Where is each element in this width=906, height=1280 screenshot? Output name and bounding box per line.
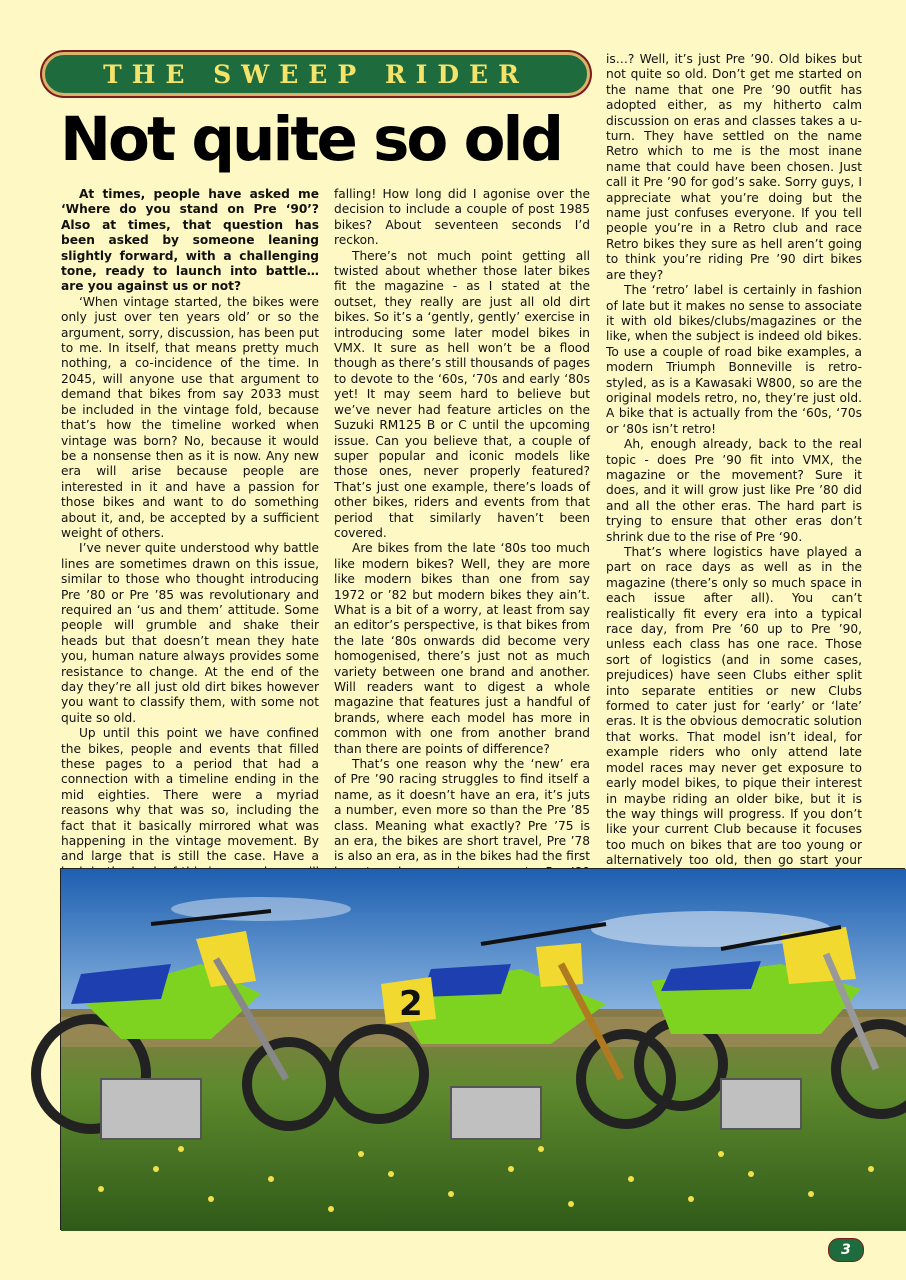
article-paragraph: Ah, enough already, back to the real topic - does Pre ’90 fit into VMX, the magazine or the movement? Sure it does, and it will grow just like Pre ’80 did and all the other eras. The hard part is trying to ensure that other eras don’t shrink due to the rise of Pre ‘90. <box>606 437 862 544</box>
article-column-3 <box>606 52 862 868</box>
page-number: 3 <box>841 1242 851 1258</box>
bike-number: 2 <box>399 984 423 1024</box>
article-paragraph: There’s not much point getting all twisted about whether those later bikes fit the magazine - as I stated at the outset, they really are just all old dirt bikes. So it’s a ‘gently, gently’ exercise in introducing some later model bikes in VMX. It sure as hell won’t be a flood though as there’s still thousands of pages to devote to the ‘60s, ‘70s and early ‘80s yet! It may seem hard to believe but we’ve never had feature articles on the Suzuki RM125 B or C until the upcoming issue. Can you believe that, a couple of super popular and iconic models like those ones, never properly featured? That’s just one example, there’s loads of other bikes, riders and events from that period that similarly haven’t been covered. <box>334 248 590 540</box>
article-intro: At times, people have asked me ‘Where do you stand on Pre ‘90’? Also at times, that question has been asked by someone leaning slightly forward, with a challenging tone, ready to launch into battle… are you against us or not? <box>61 187 319 294</box>
article-column-2 <box>334 187 590 867</box>
article-paragraph: That’s where logistics have played a part on race days as well as in the magazine (there’s only so much space in each issue after all). You can’t realistically fit every era into a typical race day, from Pre ’60 up to Pre ’90, unless each class has one race. Those sort of logistics (and in some cases, prejudices) have seen Clubs either split into separate entities or new Clubs formed to cater just for ‘early’ or ‘late’ eras. It is the obvious democratic solution that works. That model isn’t ideal, for example riders who only attend late model races may never get exposure to early model bikes, to pique their interest in maybe riding an older bike, but it is the way things will progress. If you don’t like your current Club because it focuses too much on bikes that are too young or alternatively too old, then go start your <box>606 545 862 868</box>
headline: Not quite so old <box>60 104 562 175</box>
article-paragraph: ‘When vintage started, the bikes were only just over ten years old’ or so the argument, sorry, discussion, has been put to me. In itself, that means pretty much nothing, a co-incidence of the time. In 2045, will anyone use that argument to demand that bikes from say 2033 must be included in the vintage fold, because that’s how the timeline worked when vintage was born? No, because it would be a nonsense then as it is now. Any new era will arise because people are interested in it and have a passion for those bikes and want to do something about it, and, be accepted by a sufficient weight of others. <box>61 294 319 540</box>
section-banner <box>42 52 590 96</box>
article-paragraph: That’s one reason why the ‘new’ era of Pre ’90 racing struggles to find itself a name, as it doesn’t have an era, it’s juts a number, even more so than the Pre ’85 class. Meaning what exactly? Pre ’75 is an era, the bikes are short travel, Pre ’78 is also an era, as in the bikes had the first <box>334 757 590 864</box>
article-paragraph: falling! How long did I agonise over the decision to include a couple of post 1985 bikes? About seventeen seconds I’d reckon. <box>334 187 590 248</box>
section-banner-text: THE SWEEP RIDER <box>103 59 529 89</box>
article-paragraph: I’ve never quite understood why battle lines are sometimes drawn on this issue, similar to those who thought introducing Pre ’80 or Pre ’85 was revolutionary and required an ‘us and them’ attitude. Some people will grumble and shake their heads but that doesn’t mean they hate you, human nature always provides some resistance to change. At the end of the day they’re all just old dirt bikes however you want to classify them, with some not quite so old. <box>61 541 319 725</box>
article-paragraph: Up until this point we have confined the bikes, people and events that filled these pages to a period that had a connection with a timeline ending in the mid eighties. There were a myriad reasons why that was so, including the fact that it basically mirrored what was happening in the vintage movement. By and large that is still the case. Have a <box>61 726 319 864</box>
article-paragraph: Are bikes from the late ‘80s too much like modern bikes? Well, they are more like modern bikes than one from say 1972 or ’82 but modern bikes they ain’t. What is a bit of a worry, at least from say an editor’s perspective, is that bikes from the late ‘80s onwards did become very homogenised, there’s just not as much variety between one brand and another. Will readers want to digest a whole magazine that features just a handful of brands, where each model has more in common with one from another brand than there are points of difference? <box>334 541 590 756</box>
page-number-badge <box>828 1238 864 1262</box>
article-column-1 <box>61 187 319 867</box>
article-paragraph: is…? Well, it’s just Pre ’90. Old bikes but not quite so old. Don’t get me started on the name that one Pre ’90 outfit has adopted either, as my hitherto calm discussion on eras and classes takes a u-turn. They have settled on the name Retro which to me is the most inane name that could have been chosen. Just call it Pre ’90 for god’s sake. Sorry guys, I appreciate what you’re doing but the name just confuses everyone. If you tell people you’re in a Retro club and race Retro bikes they sure as hell aren’t going to think you’re riding Pre ’90 dirt bikes are they? <box>606 52 862 282</box>
photo-illustration <box>61 869 906 1231</box>
article-paragraph: The ‘retro’ label is certainly in fashion of late but it makes no sense to associate it with old bikes/clubs/magazines or the like, when the subject is indeed old bikes. To use a couple of road bike examples, a modern Triumph Bonneville is retro-styled, as is a Kawasaki W800, so are the original models retro, no, they’re just old. A bike that is actually from the ‘60s, ‘70s or ‘80s isn’t retro! <box>606 283 862 436</box>
motocross-bikes-photo <box>60 868 905 1230</box>
